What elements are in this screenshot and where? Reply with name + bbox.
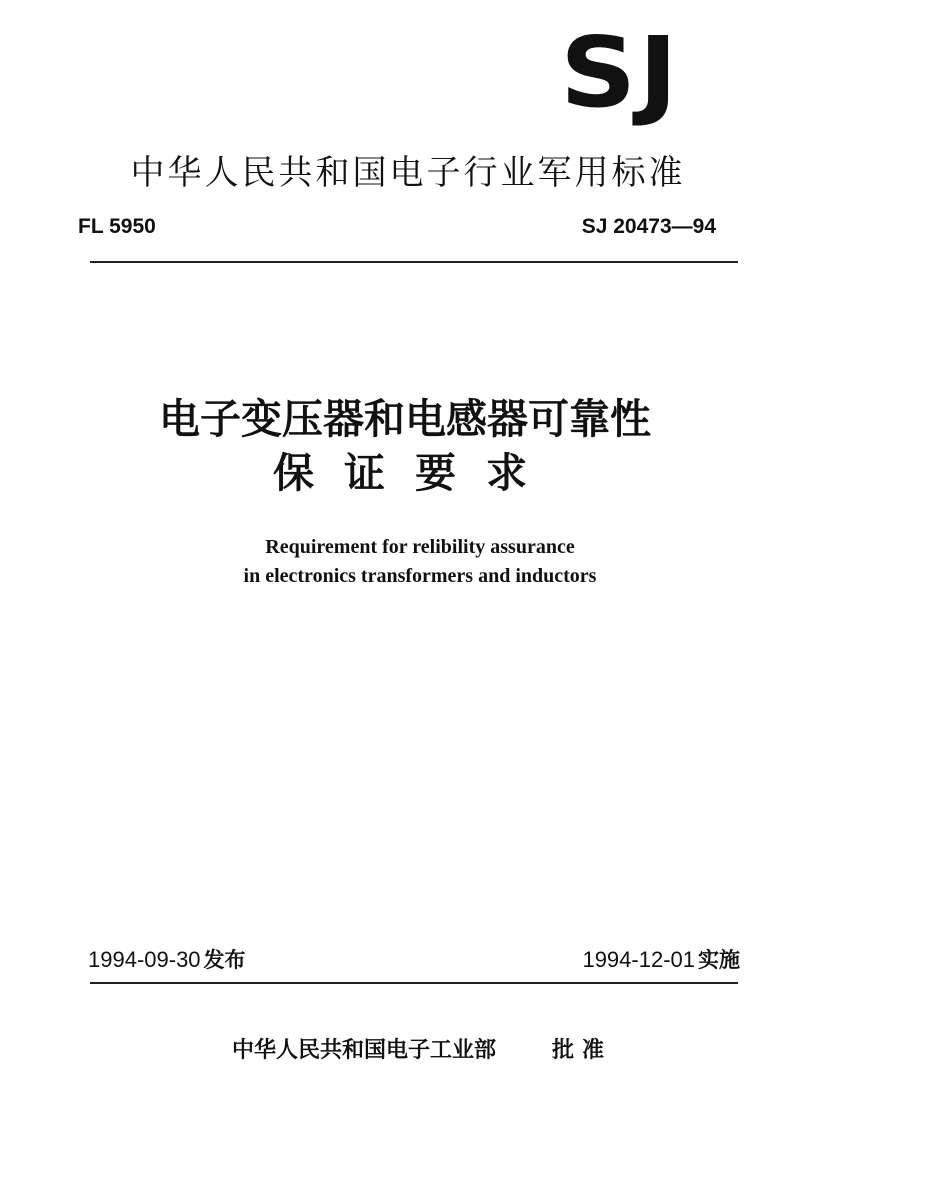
effective-date-block <box>500 945 740 975</box>
footer-divider <box>90 982 738 984</box>
series-title: 中华人民共和国电子行业军用标准 <box>130 153 686 193</box>
main-title-zh-line2: 保证要求 <box>273 449 557 497</box>
approving-authority: 中华人民共和国电子工业部 <box>232 1038 497 1063</box>
effective-label: 实施 <box>698 948 740 972</box>
approval-label: 批准 <box>552 1038 613 1063</box>
standard-number: SJ 20473—94 <box>581 215 716 238</box>
sj-logo: SJ <box>560 15 680 129</box>
issue-date-block <box>88 945 246 975</box>
issue-date: 1994-09-30 <box>88 947 201 972</box>
title-en-line2: in electronics transformers and inductors <box>243 565 597 587</box>
classification-code: FL 5950 <box>78 215 156 238</box>
effective-date: 1994-12-01 <box>582 947 695 972</box>
issue-label: 发布 <box>203 948 246 972</box>
title-en-line1: Requirement for relibility assurance <box>265 536 575 558</box>
header-divider <box>90 261 738 263</box>
main-title-zh-line1: 电子变压器和电感器可靠性 <box>159 395 651 443</box>
